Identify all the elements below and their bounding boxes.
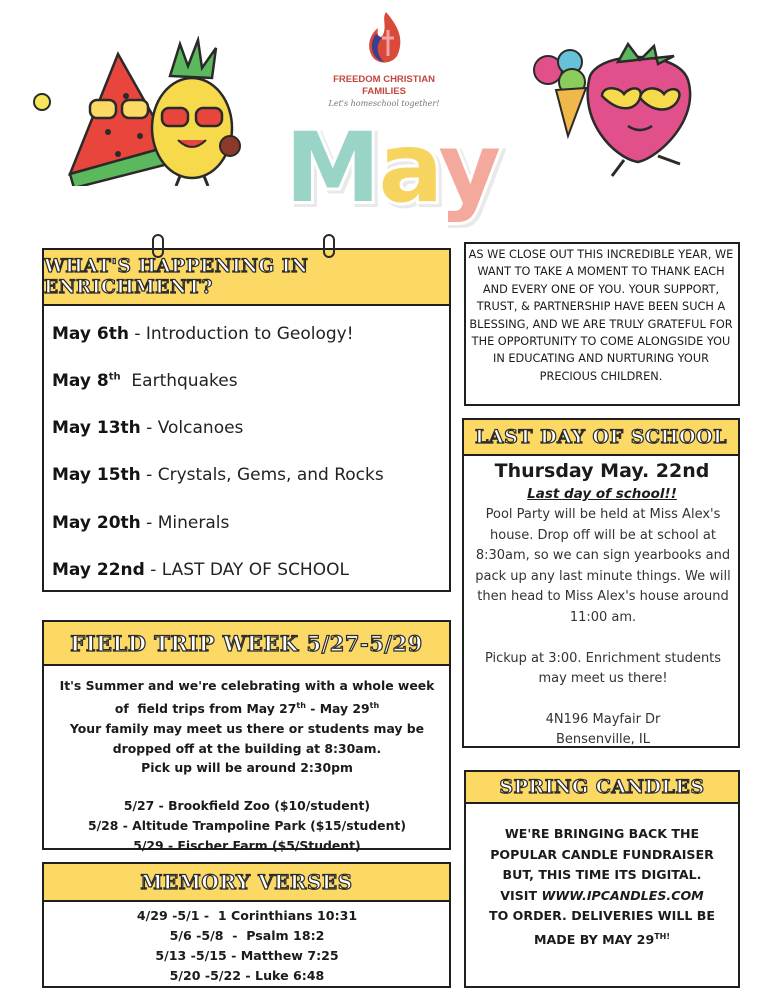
memory-verses-list bbox=[44, 906, 450, 986]
field-trip-title: FIELD TRIP WEEK 5/27-5/29 bbox=[70, 630, 423, 656]
enrichment-item: May 6th - Introduction to Geology! bbox=[52, 324, 354, 344]
last-day-date: Thursday May. 22nd bbox=[494, 460, 710, 482]
last-day-subtitle: Last day of school!! bbox=[527, 486, 677, 502]
binder-ring-right bbox=[323, 234, 335, 258]
enrichment-banner bbox=[42, 248, 451, 306]
thank-you-message: AS WE CLOSE OUT THIS INCREDIBLE YEAR, WE WANT TO TAKE A MOMENT TO THANK EACH AND EVERY ONE OF YOU. YOUR SUPPORT, TRUST, & PARTNERSHIP HAVE BEEN SUCH A BLESSING, AND WE ARE TRULY GRATEFUL FOR THE OPPORTUNITY TO COME ALONGSIDE YOU IN EDUCATING AND NURTURING YOUR PRECIOUS CHILDREN. bbox=[468, 248, 734, 383]
candles-website-link[interactable]: WWW.IPCANDLES.COM bbox=[541, 887, 704, 903]
spring-candles-banner bbox=[464, 770, 740, 804]
flame-cross-icon bbox=[364, 10, 406, 66]
enrichment-item: May 15th - Crystals, Gems, and Rocks bbox=[52, 465, 384, 485]
last-day-details bbox=[470, 505, 736, 751]
enrichment-item: May 13th - Volcanoes bbox=[52, 418, 244, 438]
watermelon-pineapple-sunglasses-icon bbox=[30, 36, 250, 186]
last-day-body: Pool Party will be held at Miss Alex's house. Drop off will be at school at 8:30am, so we can sign yearbooks and pack up any last minute things. We will then head to Miss Alex's house around 11:00 am. bbox=[475, 507, 731, 625]
month-letter-a: a bbox=[378, 112, 439, 224]
field-trip-banner bbox=[42, 620, 451, 666]
enrichment-title: WHAT'S HAPPENING IN ENRICHMENT? bbox=[44, 256, 309, 298]
field-trip-item: 5/29 - Fischer Farm ($5/Student) bbox=[133, 837, 361, 853]
spring-candles-details: WE'RE BRINGING BACK THE POPULAR CANDLE FUNDRAISER BUT, THIS TIME ITS DIGITAL. VISIT WWW.IPCANDLES.COM TO ORDER. DELIVERIES WILL BE MADE BY MAY $29^{TH!}$ bbox=[488, 826, 715, 948]
address-line: 4N196 Mayfair Dr bbox=[545, 711, 661, 727]
strawberry-ice-cream-sunglasses-icon bbox=[528, 40, 708, 180]
spring-candles-title: SPRING CANDLES bbox=[499, 776, 705, 798]
month-letter-m: M bbox=[285, 112, 379, 224]
field-trip-item: 5/28 - Altitude Trampoline Park ($15/student) bbox=[87, 817, 406, 833]
enrichment-item: May 8th Earthquakes bbox=[52, 371, 238, 391]
month-letter-y: y bbox=[438, 112, 499, 224]
last-day-pickup: Pickup at 3:00. Enrichment students may meet us there! bbox=[484, 650, 722, 687]
org-tagline: Let's homeschool together! bbox=[328, 99, 440, 108]
last-day-title: LAST DAY OF SCHOOL bbox=[475, 426, 727, 448]
month-title bbox=[285, 112, 499, 224]
verse-item: 5/6 -5/8 - Psalm 18:2 bbox=[169, 928, 325, 943]
address-line: Bensenville, IL bbox=[555, 732, 651, 748]
binder-ring-left bbox=[152, 234, 164, 258]
enrichment-item: May 22nd - LAST DAY OF SCHOOL bbox=[52, 560, 349, 580]
field-trip-item: 5/27 - Brookfield Zoo ($10/student) bbox=[123, 798, 371, 814]
last-day-banner bbox=[462, 418, 740, 456]
org-name: FREEDOM CHRISTIAN FAMILIES bbox=[333, 74, 435, 97]
verse-item: 5/13 -5/15 - Matthew 7:25 bbox=[155, 948, 339, 963]
memory-verses-banner bbox=[42, 862, 451, 902]
verse-item: 4/29 -5/1 - 1 Corinthians 10:31 bbox=[136, 908, 358, 923]
field-trip-details: It's Summer and we're celebrating with a whole week of field trips from May 27th - May 29th Your family may meet us there or students may be dropped off at the building at 8:30am. Pick up will be around 2:30pm 5/27 - Brookfield Zoo ($10/student) 5/28 - Altitude Trampoline Park ($15/student) 5/29 - Fischer Farm ($5/Student) bbox=[44, 676, 450, 856]
enrichment-item: May 20th - Minerals bbox=[52, 513, 230, 533]
memory-verses-title: MEMORY VERSES bbox=[140, 870, 353, 894]
verse-item: 5/20 -5/22 - Luke 6:48 bbox=[169, 968, 325, 983]
